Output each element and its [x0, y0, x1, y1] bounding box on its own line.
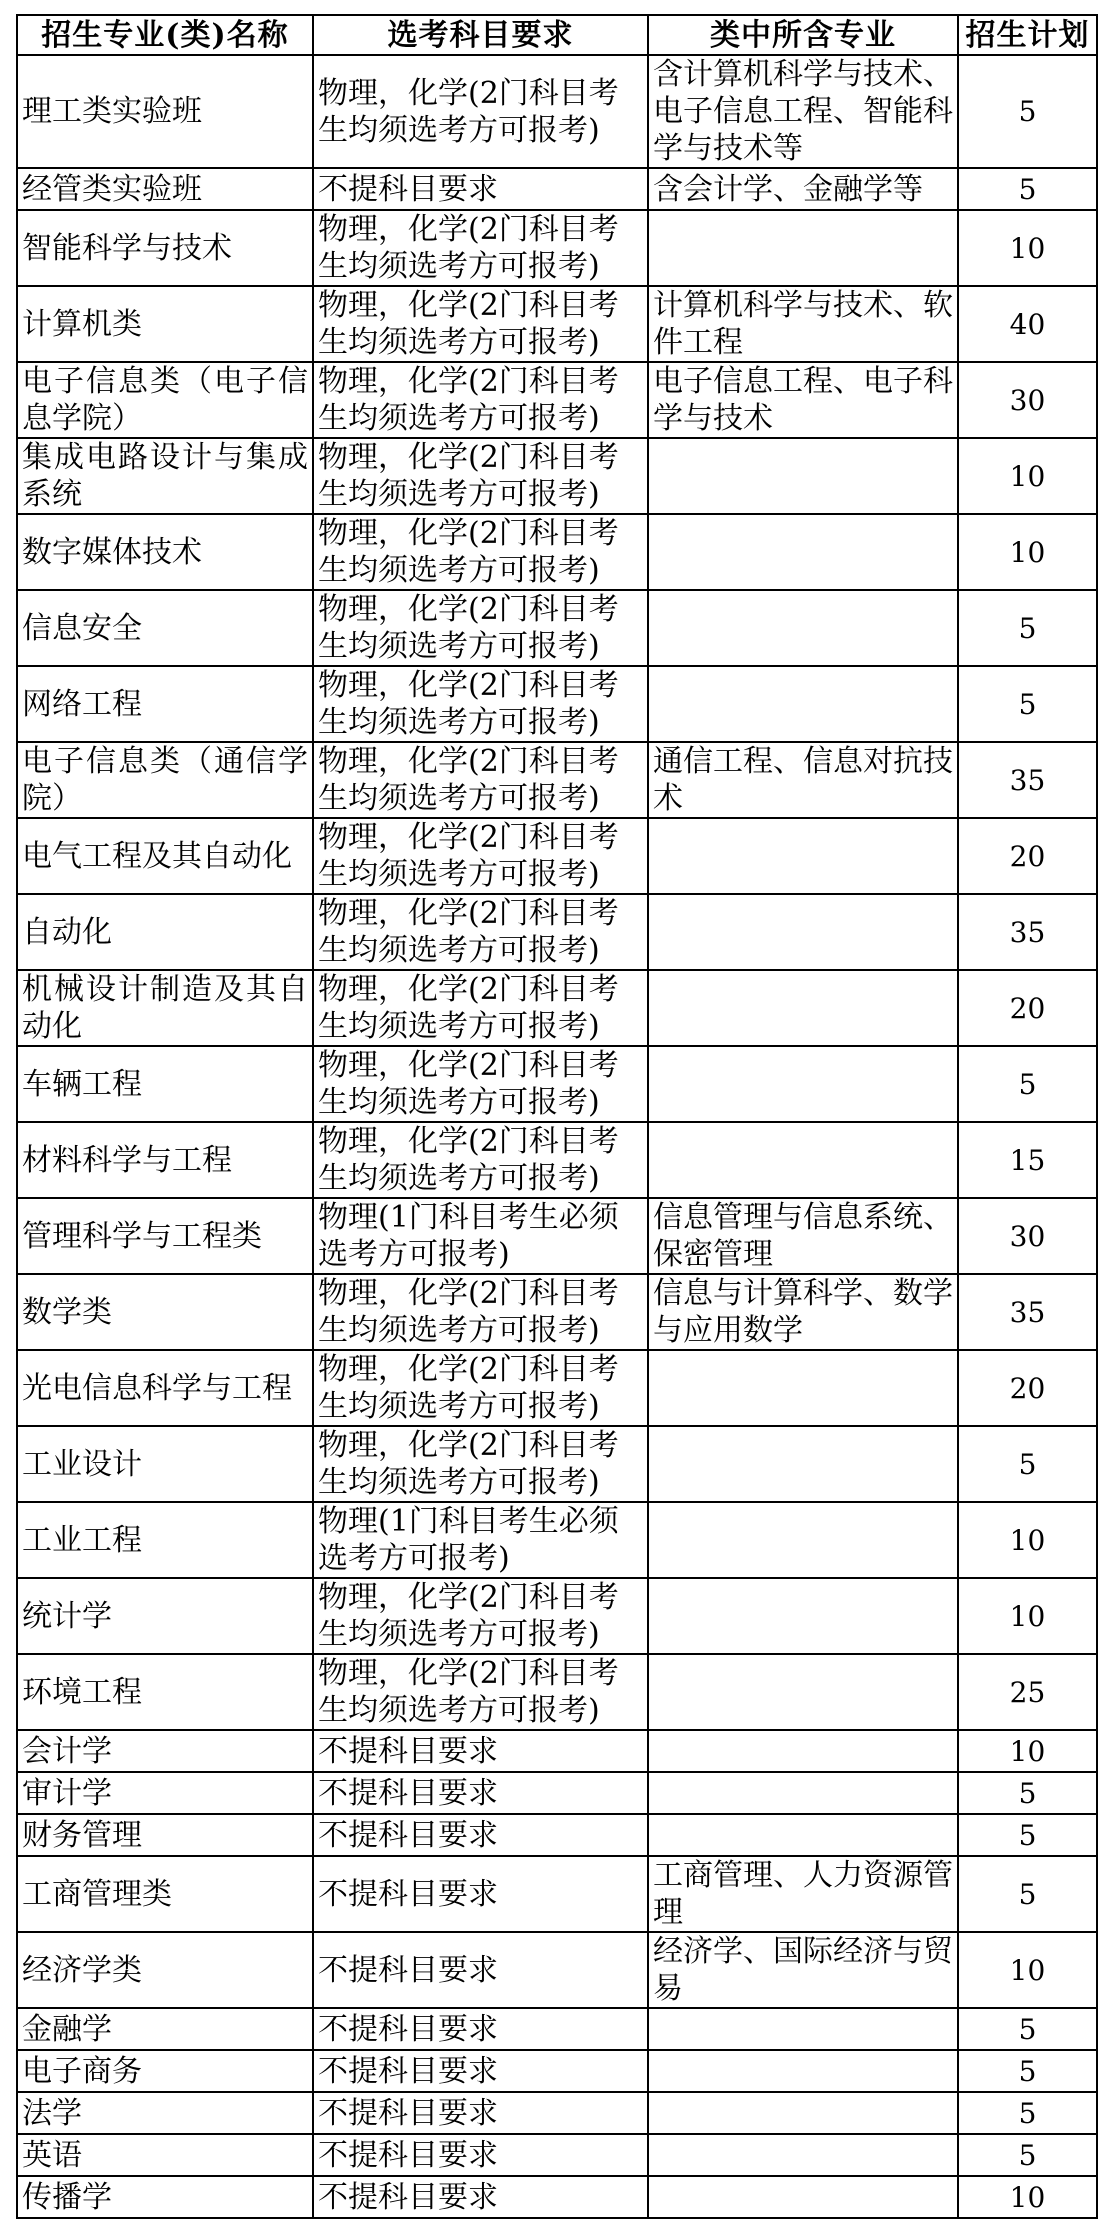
enrollment-plan-cell: 25 [958, 1654, 1097, 1730]
enrollment-plan-cell: 5 [958, 2092, 1097, 2134]
enrollment-plan-table [16, 14, 1098, 2219]
table-row [17, 1654, 1097, 1730]
header-major-name: 招生专业(类)名称 [17, 15, 313, 55]
included-majors-cell [648, 1502, 958, 1578]
table-row [17, 818, 1097, 894]
table-row [17, 2176, 1097, 2218]
included-majors-cell [648, 818, 958, 894]
enrollment-plan-cell: 20 [958, 970, 1097, 1046]
table-row [17, 1426, 1097, 1502]
included-majors-cell [648, 1046, 958, 1122]
table-row [17, 1502, 1097, 1578]
enrollment-plan-cell: 15 [958, 1122, 1097, 1198]
table-row [17, 1122, 1097, 1198]
enrollment-plan-cell: 10 [958, 1578, 1097, 1654]
included-majors-cell [648, 1578, 958, 1654]
table-body [17, 55, 1097, 2218]
table-row [17, 666, 1097, 742]
subject-requirement-cell: 物理，化学(2门科目考生均须选考方可报考) [313, 1350, 648, 1426]
table-row [17, 210, 1097, 286]
major-name-cell: 环境工程 [17, 1654, 313, 1730]
major-name-cell: 电子商务 [17, 2050, 313, 2092]
major-name-cell: 金融学 [17, 2008, 313, 2050]
major-name-cell: 统计学 [17, 1578, 313, 1654]
subject-requirement-cell: 物理，化学(2门科目考生均须选考方可报考) [313, 210, 648, 286]
subject-requirement-cell: 不提科目要求 [313, 1814, 648, 1856]
enrollment-plan-cell: 5 [958, 1426, 1097, 1502]
major-name-cell: 英语 [17, 2134, 313, 2176]
included-majors-cell [648, 210, 958, 286]
enrollment-plan-cell: 20 [958, 818, 1097, 894]
major-name-cell: 工业工程 [17, 1502, 313, 1578]
table-row [17, 1932, 1097, 2008]
major-name-cell: 光电信息科学与工程 [17, 1350, 313, 1426]
subject-requirement-cell: 物理，化学(2门科目考生均须选考方可报考) [313, 1122, 648, 1198]
subject-requirement-cell: 物理(1门科目考生必须选考方可报考) [313, 1198, 648, 1274]
subject-requirement-cell: 不提科目要求 [313, 1856, 648, 1932]
included-majors-cell: 信息与计算科学、数学与应用数学 [648, 1274, 958, 1350]
enrollment-plan-cell: 35 [958, 894, 1097, 970]
enrollment-plan-cell: 5 [958, 2008, 1097, 2050]
subject-requirement-cell: 物理，化学(2门科目考生均须选考方可报考) [313, 894, 648, 970]
table-row [17, 168, 1097, 210]
major-name-cell: 信息安全 [17, 590, 313, 666]
table-row [17, 1814, 1097, 1856]
table-header [17, 15, 1097, 55]
enrollment-plan-cell: 10 [958, 2176, 1097, 2218]
major-name-cell: 电子信息类（电子信息学院） [17, 362, 313, 438]
major-name-cell: 财务管理 [17, 1814, 313, 1856]
table-row [17, 1730, 1097, 1772]
subject-requirement-cell: 物理，化学(2门科目考生均须选考方可报考) [313, 362, 648, 438]
subject-requirement-cell: 物理，化学(2门科目考生均须选考方可报考) [313, 742, 648, 818]
table-row [17, 2092, 1097, 2134]
enrollment-plan-cell: 5 [958, 2134, 1097, 2176]
enrollment-plan-cell: 20 [958, 1350, 1097, 1426]
subject-requirement-cell: 物理，化学(2门科目考生均须选考方可报考) [313, 970, 648, 1046]
major-name-cell: 数字媒体技术 [17, 514, 313, 590]
subject-requirement-cell: 不提科目要求 [313, 2092, 648, 2134]
major-name-cell: 法学 [17, 2092, 313, 2134]
subject-requirement-cell: 物理，化学(2门科目考生均须选考方可报考) [313, 1578, 648, 1654]
subject-requirement-cell: 物理，化学(2门科目考生均须选考方可报考) [313, 1654, 648, 1730]
major-name-cell: 经济学类 [17, 1932, 313, 2008]
header-enrollment-plan: 招生计划 [958, 15, 1097, 55]
enrollment-plan-cell: 5 [958, 1772, 1097, 1814]
major-name-cell: 智能科学与技术 [17, 210, 313, 286]
enrollment-plan-cell: 5 [958, 666, 1097, 742]
table-row [17, 1578, 1097, 1654]
major-name-cell: 工商管理类 [17, 1856, 313, 1932]
major-name-cell: 集成电路设计与集成系统 [17, 438, 313, 514]
included-majors-cell [648, 2050, 958, 2092]
table-row [17, 286, 1097, 362]
included-majors-cell [648, 2092, 958, 2134]
subject-requirement-cell: 不提科目要求 [313, 2008, 648, 2050]
included-majors-cell: 工商管理、人力资源管理 [648, 1856, 958, 1932]
enrollment-plan-cell: 30 [958, 1198, 1097, 1274]
subject-requirement-cell: 不提科目要求 [313, 168, 648, 210]
included-majors-cell [648, 1654, 958, 1730]
enrollment-plan-cell: 5 [958, 55, 1097, 168]
included-majors-cell [648, 1350, 958, 1426]
included-majors-cell: 经济学、国际经济与贸易 [648, 1932, 958, 2008]
subject-requirement-cell: 物理，化学(2门科目考生均须选考方可报考) [313, 1274, 648, 1350]
enrollment-plan-cell: 5 [958, 1046, 1097, 1122]
included-majors-cell [648, 1772, 958, 1814]
table-row [17, 1046, 1097, 1122]
included-majors-cell [648, 2134, 958, 2176]
enrollment-plan-cell: 10 [958, 1730, 1097, 1772]
included-majors-cell: 含会计学、金融学等 [648, 168, 958, 210]
subject-requirement-cell: 物理，化学(2门科目考生均须选考方可报考) [313, 55, 648, 168]
major-name-cell: 管理科学与工程类 [17, 1198, 313, 1274]
table-row [17, 2134, 1097, 2176]
subject-requirement-cell: 物理，化学(2门科目考生均须选考方可报考) [313, 1426, 648, 1502]
enrollment-plan-cell: 5 [958, 1814, 1097, 1856]
header-included-majors: 类中所含专业 [648, 15, 958, 55]
table-row [17, 2050, 1097, 2092]
table-row [17, 55, 1097, 168]
major-name-cell: 工业设计 [17, 1426, 313, 1502]
subject-requirement-cell: 不提科目要求 [313, 2176, 648, 2218]
subject-requirement-cell: 物理，化学(2门科目考生均须选考方可报考) [313, 818, 648, 894]
included-majors-cell [648, 590, 958, 666]
major-name-cell: 电气工程及其自动化 [17, 818, 313, 894]
included-majors-cell [648, 894, 958, 970]
subject-requirement-cell: 物理(1门科目考生必须选考方可报考) [313, 1502, 648, 1578]
table-row [17, 514, 1097, 590]
subject-requirement-cell: 不提科目要求 [313, 1772, 648, 1814]
enrollment-plan-cell: 35 [958, 742, 1097, 818]
table-row [17, 1198, 1097, 1274]
major-name-cell: 传播学 [17, 2176, 313, 2218]
header-row [17, 15, 1097, 55]
enrollment-plan-cell: 5 [958, 2050, 1097, 2092]
subject-requirement-cell: 物理，化学(2门科目考生均须选考方可报考) [313, 666, 648, 742]
included-majors-cell [648, 2008, 958, 2050]
major-name-cell: 计算机类 [17, 286, 313, 362]
subject-requirement-cell: 不提科目要求 [313, 2134, 648, 2176]
major-name-cell: 材料科学与工程 [17, 1122, 313, 1198]
included-majors-cell: 信息管理与信息系统、保密管理 [648, 1198, 958, 1274]
subject-requirement-cell: 不提科目要求 [313, 1730, 648, 1772]
included-majors-cell [648, 970, 958, 1046]
included-majors-cell [648, 514, 958, 590]
enrollment-plan-cell: 10 [958, 438, 1097, 514]
included-majors-cell: 含计算机科学与技术、电子信息工程、智能科学与技术等 [648, 55, 958, 168]
enrollment-plan-cell: 10 [958, 514, 1097, 590]
enrollment-plan-cell: 40 [958, 286, 1097, 362]
subject-requirement-cell: 物理，化学(2门科目考生均须选考方可报考) [313, 590, 648, 666]
enrollment-plan-cell: 30 [958, 362, 1097, 438]
included-majors-cell [648, 666, 958, 742]
major-name-cell: 会计学 [17, 1730, 313, 1772]
major-name-cell: 车辆工程 [17, 1046, 313, 1122]
included-majors-cell: 电子信息工程、电子科学与技术 [648, 362, 958, 438]
major-name-cell: 网络工程 [17, 666, 313, 742]
subject-requirement-cell: 物理，化学(2门科目考生均须选考方可报考) [313, 1046, 648, 1122]
major-name-cell: 电子信息类（通信学院） [17, 742, 313, 818]
major-name-cell: 审计学 [17, 1772, 313, 1814]
table-row [17, 590, 1097, 666]
included-majors-cell [648, 2176, 958, 2218]
included-majors-cell [648, 438, 958, 514]
table-row [17, 2008, 1097, 2050]
major-name-cell: 机械设计制造及其自动化 [17, 970, 313, 1046]
subject-requirement-cell: 物理，化学(2门科目考生均须选考方可报考) [313, 438, 648, 514]
subject-requirement-cell: 不提科目要求 [313, 2050, 648, 2092]
table-row [17, 362, 1097, 438]
enrollment-plan-cell: 10 [958, 1932, 1097, 2008]
table-row [17, 894, 1097, 970]
table-row [17, 1350, 1097, 1426]
included-majors-cell [648, 1426, 958, 1502]
included-majors-cell: 计算机科学与技术、软件工程 [648, 286, 958, 362]
major-name-cell: 理工类实验班 [17, 55, 313, 168]
table-row [17, 1856, 1097, 1932]
enrollment-plan-cell: 35 [958, 1274, 1097, 1350]
enrollment-plan-cell: 10 [958, 210, 1097, 286]
included-majors-cell [648, 1814, 958, 1856]
major-name-cell: 经管类实验班 [17, 168, 313, 210]
major-name-cell: 自动化 [17, 894, 313, 970]
subject-requirement-cell: 不提科目要求 [313, 1932, 648, 2008]
included-majors-cell: 通信工程、信息对抗技术 [648, 742, 958, 818]
enrollment-plan-cell: 5 [958, 168, 1097, 210]
header-subject-requirement: 选考科目要求 [313, 15, 648, 55]
table-row [17, 742, 1097, 818]
table-row [17, 438, 1097, 514]
included-majors-cell [648, 1730, 958, 1772]
enrollment-plan-cell: 5 [958, 590, 1097, 666]
table-row [17, 1772, 1097, 1814]
enrollment-plan-cell: 5 [958, 1856, 1097, 1932]
major-name-cell: 数学类 [17, 1274, 313, 1350]
enrollment-plan-cell: 10 [958, 1502, 1097, 1578]
included-majors-cell [648, 1122, 958, 1198]
subject-requirement-cell: 物理，化学(2门科目考生均须选考方可报考) [313, 286, 648, 362]
subject-requirement-cell: 物理，化学(2门科目考生均须选考方可报考) [313, 514, 648, 590]
table-row [17, 1274, 1097, 1350]
table-row [17, 970, 1097, 1046]
